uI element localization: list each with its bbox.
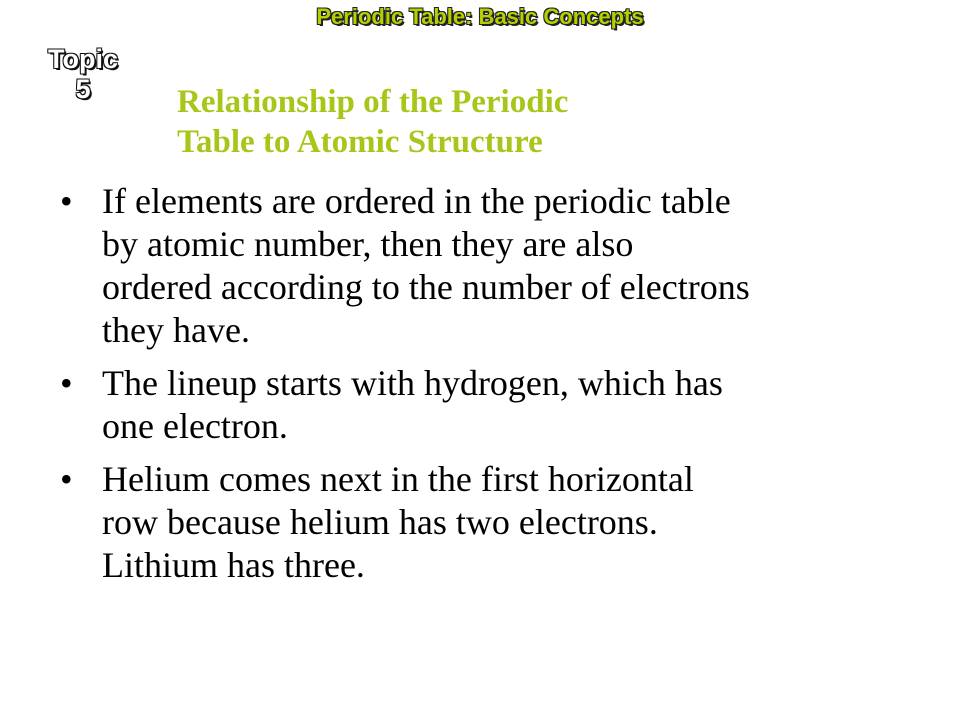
bullet-line: by atomic number, then they are also	[102, 224, 634, 264]
bullet-icon: •	[60, 181, 73, 221]
section-title-line-1: Relationship of the Periodic	[177, 84, 569, 120]
topic-label: Topic	[48, 44, 118, 74]
topic-badge	[38, 44, 128, 104]
bullet-line: they have.	[102, 310, 250, 350]
bullet-line: one electron.	[102, 406, 288, 446]
bullet-line: The lineup starts with hydrogen, which has	[102, 363, 723, 403]
bullet-icon: •	[60, 363, 73, 403]
bullet-line: If elements are ordered in the periodic table	[102, 181, 731, 221]
bullet-list	[60, 180, 920, 597]
bullet-item-3	[60, 458, 920, 587]
header-title: Periodic Table: Basic Concepts	[316, 4, 644, 29]
bullet-line: ordered according to the number of electrons	[102, 267, 750, 307]
topic-number: 5	[75, 74, 91, 104]
bullet-line: Lithium has three.	[102, 545, 365, 585]
bullet-line: row because helium has two electrons.	[102, 502, 658, 542]
bullet-line: Helium comes next in the first horizontal	[102, 459, 694, 499]
bullet-item-1	[60, 180, 920, 352]
section-title-line-2: Table to Atomic Structure	[177, 124, 543, 160]
bullet-item-2	[60, 362, 920, 448]
section-title	[177, 82, 877, 162]
bullet-icon: •	[60, 459, 73, 499]
